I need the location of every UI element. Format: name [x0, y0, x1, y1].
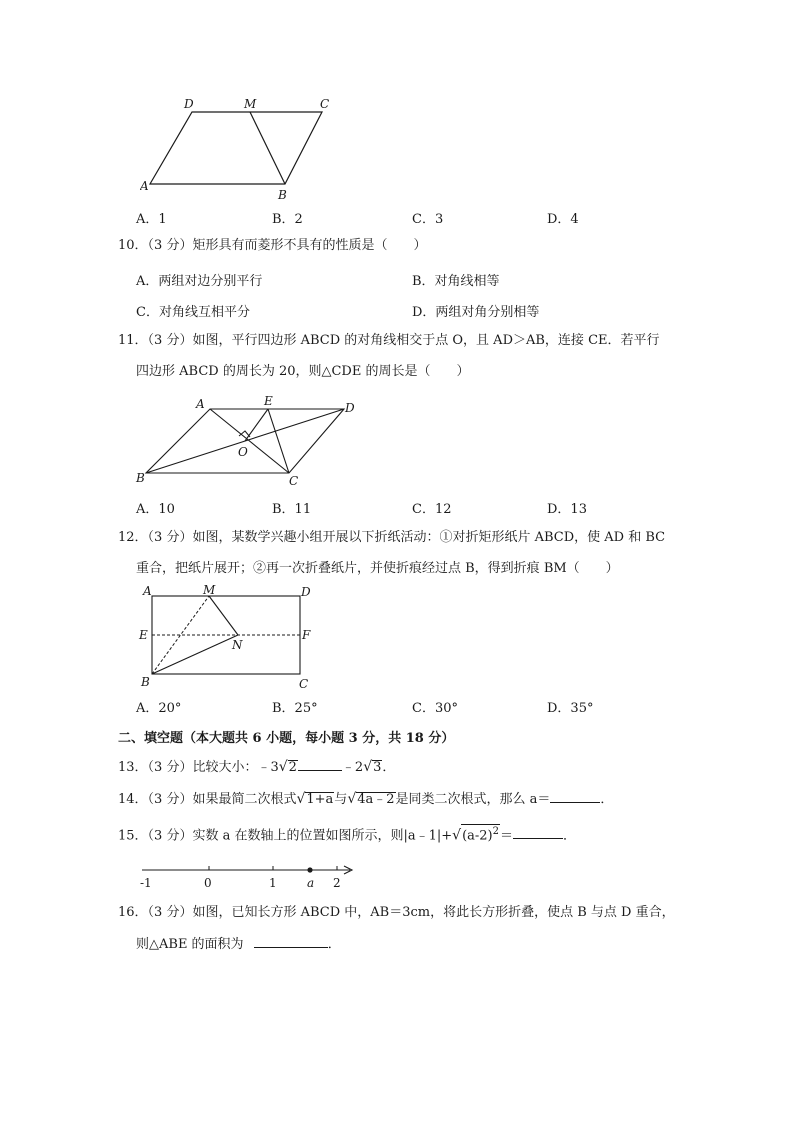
- q10-option-c[interactable]: C．对角线互相平分: [136, 305, 250, 320]
- label-e: E: [264, 394, 273, 408]
- label-d: D: [301, 585, 311, 599]
- label-o: O: [238, 445, 248, 459]
- q14-answer-blank[interactable]: [550, 790, 600, 803]
- q12-stem-line2: 重合，把纸片展开；②再一次折叠纸片，并使折痕经过点 B，得到折痕 BM（ ）: [136, 561, 619, 576]
- tick-label-0: 0: [204, 876, 212, 890]
- label-c: C: [289, 474, 299, 488]
- q13-end: ．: [382, 760, 396, 775]
- q10-option-b[interactable]: B．对角线相等: [412, 274, 500, 289]
- tick-label-a: a: [307, 876, 315, 890]
- tick-label-neg1: -1: [140, 876, 152, 890]
- label-a: A: [143, 584, 152, 598]
- q10-option-a[interactable]: A．两组对边分别平行: [136, 274, 263, 289]
- tick-label-2: 2: [333, 876, 341, 890]
- label-e: E: [139, 628, 148, 642]
- q16-stem-line1: 16．（3 分）如图，已知长方形 ABCD 中，AB＝3cm，将此长方形折叠，使点 B 与点 D 重合，: [118, 905, 675, 920]
- label-c: C: [320, 97, 330, 111]
- label-c: C: [299, 677, 309, 690]
- tick-label-1: 1: [269, 876, 277, 890]
- label-m: M: [244, 97, 257, 111]
- label-m: M: [203, 583, 216, 597]
- figure-q12-folding: [136, 582, 326, 690]
- q11-option-c[interactable]: C．12: [412, 502, 452, 517]
- q11-option-b[interactable]: B．11: [272, 502, 312, 517]
- q11-option-a[interactable]: A．10: [136, 502, 175, 517]
- q9-option-b[interactable]: B．2: [272, 212, 303, 227]
- q15-stem: 15．（3 分）实数 a 在数轴上的位置如图所示，则$|a﹣1|+√(a-2)^2=$ ．: [118, 826, 577, 844]
- q13-mid: ﹣2: [341, 760, 364, 775]
- q11-stem-line2: 四边形 ABCD 的周长为 20，则△CDE 的周长是（ ）: [136, 364, 470, 379]
- q10-option-d[interactable]: D．两组对角分别相等: [412, 305, 540, 320]
- q9-option-c[interactable]: C．3: [412, 212, 444, 227]
- q14-prefix: 14．（3 分）如果最简二次根式: [118, 792, 297, 807]
- q15-end: ．: [563, 828, 577, 844]
- q14-radicand-1: 1+a: [306, 792, 334, 807]
- q16-end: ．: [327, 937, 341, 952]
- q15-exponent: 2: [492, 826, 499, 837]
- q15-prefix: 15．（3 分）实数 a 在数轴上的位置如图所示，则|a﹣1|+: [118, 828, 453, 844]
- q13-answer-blank[interactable]: [298, 758, 342, 771]
- q15-answer-blank[interactable]: [513, 826, 563, 839]
- label-a: A: [196, 397, 205, 411]
- q14-mid: 与: [334, 792, 348, 807]
- label-b: B: [278, 188, 287, 202]
- q15-radicand: [461, 824, 500, 843]
- section-heading-fill-in: 二、填空题（本大题共 6 小题，每小题 3 分，共 18 分）: [118, 731, 455, 746]
- label-a: A: [140, 179, 149, 193]
- q13-prefix: 13．（3 分）比较大小：﹣3: [118, 760, 279, 775]
- number-line: [132, 858, 362, 894]
- q15-radicand-base: (a-2): [462, 828, 493, 844]
- label-n: N: [232, 638, 243, 652]
- figure-q11-parallelogram: [134, 392, 364, 490]
- q11-stem-line1: 11．（3 分）如图，平行四边形 ABCD 的对角线相交于点 O，且 AD＞AB，连接 CE．若平行: [118, 333, 660, 348]
- q13-stem: 13．（3 分）比较大小：﹣3√2 ﹣2√3．: [118, 759, 396, 775]
- label-d: D: [345, 401, 355, 415]
- label-f: F: [302, 628, 311, 642]
- q14-stem: 14．（3 分）如果最简二次根式√1+a与√4a﹣2是同类二次根式，那么 a＝ ．: [118, 791, 614, 807]
- figure-q9-parallelogram: [140, 92, 340, 204]
- q10-stem: 10．（3 分）矩形具有而菱形不具有的性质是（ ）: [118, 238, 427, 253]
- q12-option-a[interactable]: A．20°: [136, 701, 182, 716]
- label-b: B: [141, 675, 150, 689]
- q12-option-b[interactable]: B．25°: [272, 701, 318, 716]
- q13-radicand-1: 2: [288, 760, 297, 775]
- label-b: B: [136, 471, 145, 485]
- label-d: D: [184, 97, 194, 111]
- q9-option-a[interactable]: A．1: [136, 212, 167, 227]
- q16-stem-line2: [136, 935, 341, 955]
- q12-option-d[interactable]: D．35°: [547, 701, 594, 716]
- q9-option-d[interactable]: D．4: [547, 212, 579, 227]
- q14-suffix: 是同类二次根式，那么 a＝: [395, 792, 551, 807]
- q11-option-d[interactable]: D．13: [547, 502, 587, 517]
- q14-end: ．: [600, 792, 614, 807]
- q14-radicand-2: 4a﹣2: [357, 792, 395, 807]
- q12-option-c[interactable]: C．30°: [412, 701, 458, 716]
- q16-line2-text: 则△ABE 的面积为: [136, 937, 244, 952]
- q16-answer-blank[interactable]: [254, 935, 328, 948]
- q13-radicand-2: 3: [373, 760, 382, 775]
- q15-equals: ＝: [500, 828, 514, 844]
- q12-stem-line1: 12．（3 分）如图，某数学兴趣小组开展以下折纸活动：①对折矩形纸片 ABCD，使 AD 和 BC: [118, 530, 666, 545]
